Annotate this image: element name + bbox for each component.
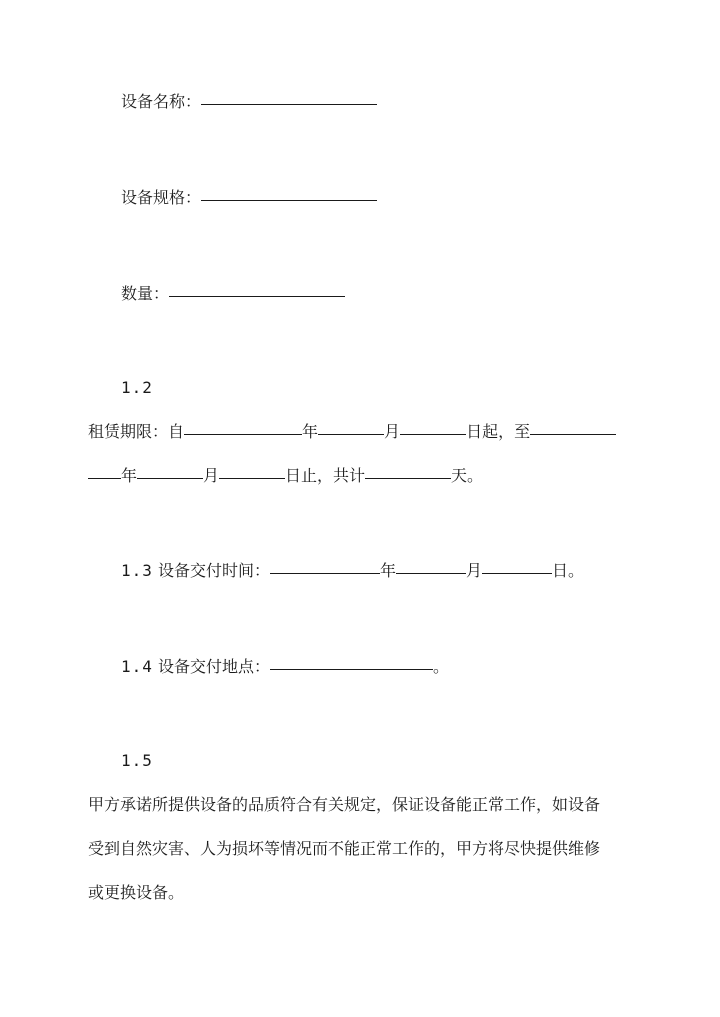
clause-1-4-number: 1.4 <box>121 657 153 676</box>
delivery-day-text: 日。 <box>552 561 585 580</box>
device-spec-label: 设备规格： <box>121 188 202 207</box>
lease-year2-text: 年 <box>121 466 138 485</box>
device-name-row <box>121 91 377 111</box>
device-name-blank[interactable] <box>201 89 377 105</box>
lease-total-days-blank[interactable] <box>365 463 451 479</box>
clause-1-3-number: 1.3 <box>121 561 153 580</box>
lease-end-year-blank-part2[interactable] <box>88 463 121 479</box>
lease-period-row-1 <box>88 421 616 441</box>
delivery-month-blank[interactable] <box>396 558 466 574</box>
clause-1-5-line-2: 受到自然灾害、人为损坏等情况而不能正常工作的，甲方将尽快提供维修 <box>88 839 601 858</box>
clause-1-5-line-3: 或更换设备。 <box>88 883 185 902</box>
lease-end-month-blank[interactable] <box>137 463 203 479</box>
lease-day-end-text: 日止，共计 <box>285 466 366 485</box>
clause-1-3-row <box>121 560 584 580</box>
clause-1-5-line-1: 甲方承诺所提供设备的品质符合有关规定，保证设备能正常工作，如设备 <box>88 795 601 814</box>
delivery-time-label: 设备交付时间： <box>158 561 271 580</box>
lease-start-day-blank[interactable] <box>400 419 466 435</box>
delivery-place-label: 设备交付地点： <box>158 657 271 676</box>
quantity-label: 数量： <box>121 284 170 303</box>
delivery-place-end: 。 <box>433 657 450 676</box>
lease-from-text: 自 <box>168 422 185 441</box>
device-spec-blank[interactable] <box>201 185 377 201</box>
delivery-place-blank[interactable] <box>270 654 433 670</box>
lease-month-text: 月 <box>384 422 401 441</box>
delivery-year-text: 年 <box>380 561 397 580</box>
lease-days-text: 天。 <box>451 466 484 485</box>
clause-1-4-row <box>121 656 449 676</box>
lease-period-row-2 <box>88 465 483 485</box>
lease-end-day-blank[interactable] <box>219 463 285 479</box>
lease-day-start-text: 日起，至 <box>466 422 531 441</box>
delivery-month-text: 月 <box>466 561 483 580</box>
lease-end-year-blank-part1[interactable] <box>530 419 616 435</box>
device-name-label: 设备名称： <box>121 92 202 111</box>
quantity-blank[interactable] <box>169 281 345 297</box>
device-spec-row <box>121 187 377 207</box>
clause-1-2-number: 1.2 <box>121 378 153 397</box>
clause-1-5-number: 1.5 <box>121 751 153 770</box>
delivery-day-blank[interactable] <box>482 558 552 574</box>
quantity-row <box>121 283 345 303</box>
lease-start-year-blank[interactable] <box>184 419 302 435</box>
lease-start-month-blank[interactable] <box>318 419 384 435</box>
delivery-year-blank[interactable] <box>270 558 380 574</box>
lease-period-label: 租赁期限： <box>88 422 169 441</box>
lease-year-text: 年 <box>302 422 319 441</box>
lease-month2-text: 月 <box>203 466 220 485</box>
